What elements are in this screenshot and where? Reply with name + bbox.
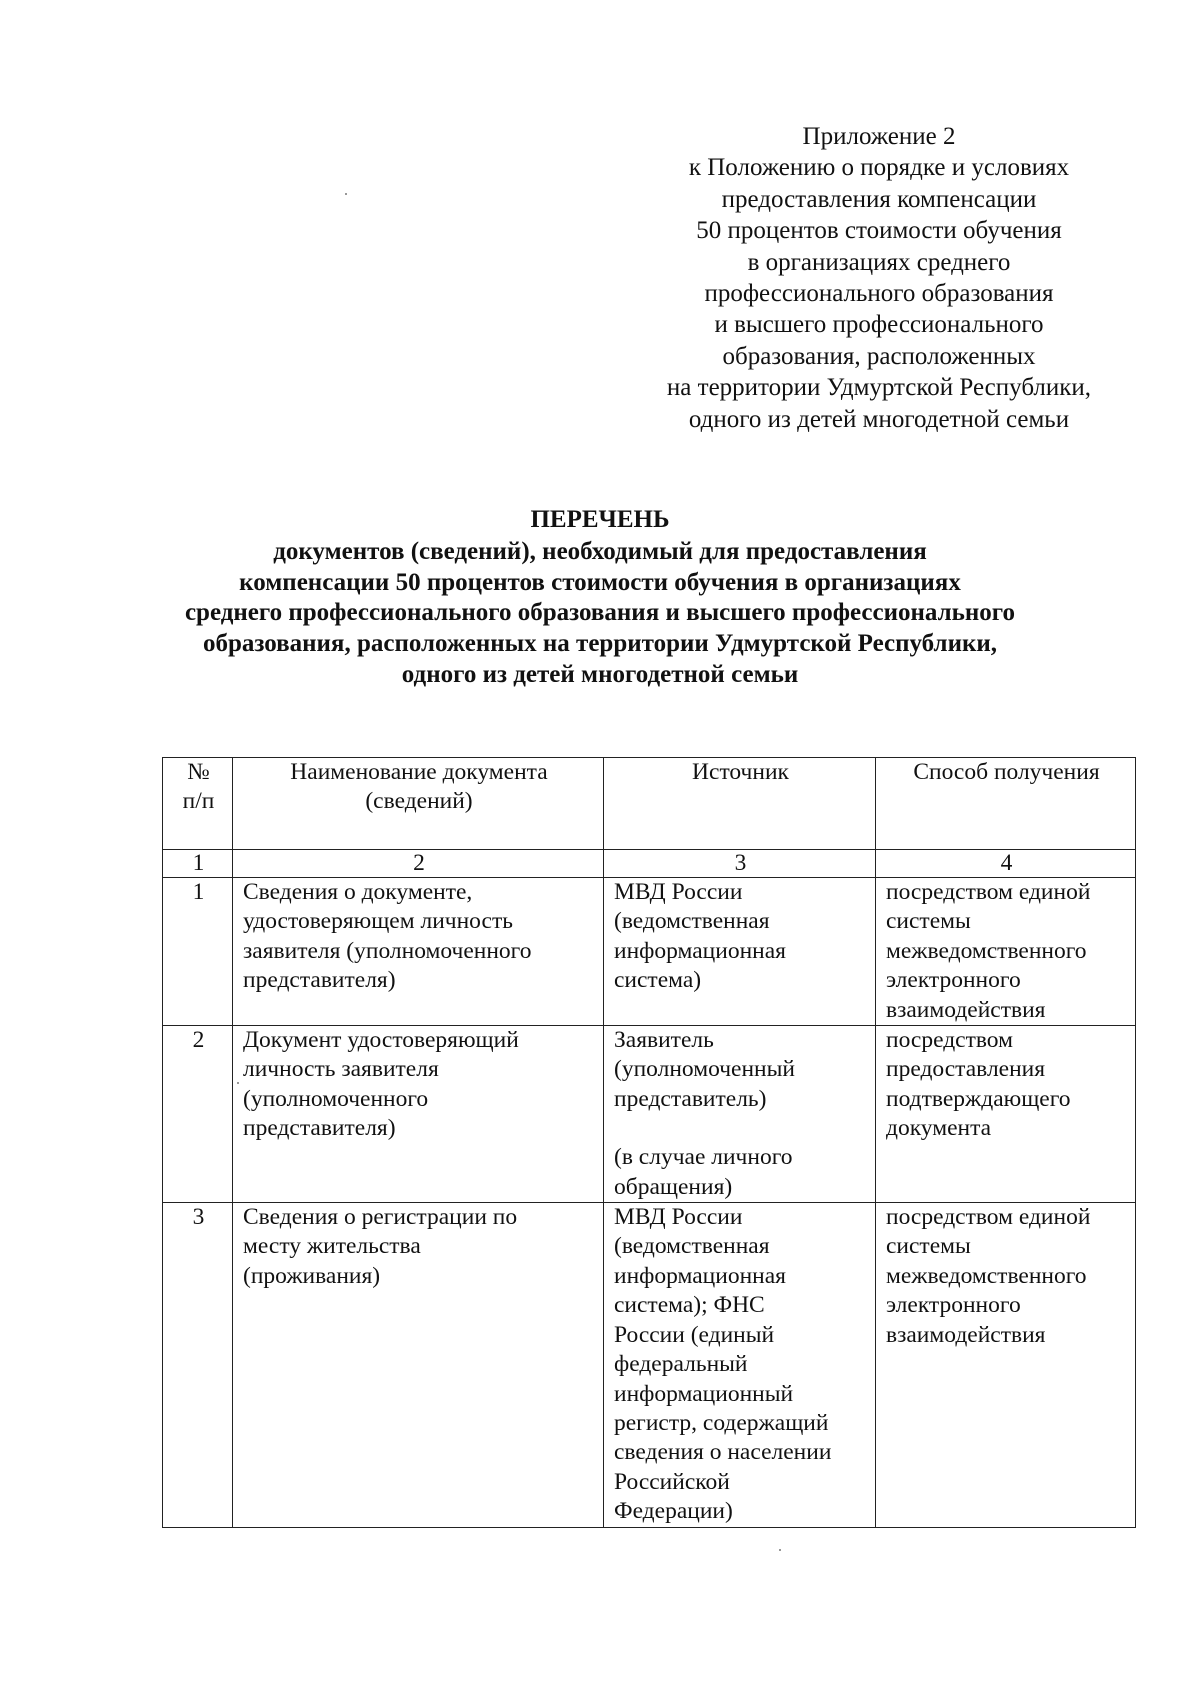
source-cell-line: регистр, содержащий: [614, 1409, 829, 1436]
title-line: компенсации 50 процентов стоимости обучения в организациях: [239, 568, 961, 596]
document-name-cell: [233, 1026, 604, 1203]
title-line: одного из детей многодетной семьи: [401, 660, 799, 688]
column-numbers-row: [163, 850, 1136, 878]
document-name-cell: [233, 1203, 604, 1527]
source-cell-note-line: обращения): [614, 1173, 733, 1200]
appendix-line: на территории Удмуртской Республики,: [666, 374, 1092, 402]
method-cell-line: посредством единой: [886, 879, 1091, 905]
source-cell-line: информационный: [614, 1380, 794, 1407]
source-cell: [604, 1026, 876, 1203]
header-number-line: п/п: [182, 788, 215, 815]
method-cell-line: взаимодействия: [886, 1321, 1046, 1348]
source-cell-line: России (единый: [614, 1321, 775, 1348]
method-cell-line: посредством единой: [886, 1204, 1091, 1231]
appendix-line: одного из детей многодетной семьи: [688, 405, 1070, 433]
source-cell-line: (ведомственная: [614, 1233, 770, 1260]
source-cell-line: система); ФНС: [614, 1292, 765, 1319]
table-header-row: [163, 758, 1136, 850]
source-cell-note-line: (в случае личного: [614, 1144, 793, 1171]
method-cell-line: электронного: [886, 1292, 1021, 1319]
appendix-line: в организациях среднего: [747, 248, 1011, 276]
scan-speck: [237, 1082, 239, 1084]
header-name-line: (сведений): [365, 788, 473, 815]
source-cell-line: Российской: [614, 1468, 730, 1495]
header-method: Способ получения: [876, 758, 1136, 850]
source-cell-line: Заявитель: [614, 1027, 714, 1054]
source-cell: [604, 878, 876, 1026]
method-cell-line: взаимодействия: [886, 996, 1046, 1023]
title-line: документов (сведений), необходимый для предоставления: [273, 537, 927, 565]
method-cell-line: системы: [886, 1233, 971, 1260]
table-body: [163, 878, 1136, 1528]
document-name-cell-line: Документ удостоверяющий: [243, 1027, 519, 1054]
row-number: 1: [163, 878, 233, 1026]
documents-table: [162, 757, 1136, 1528]
column-number: 2: [233, 850, 604, 878]
table-row: [163, 1203, 1136, 1527]
source-cell-line: МВД России: [614, 879, 743, 905]
method-cell-line: межведомственного: [886, 937, 1087, 964]
column-number: 4: [876, 850, 1136, 878]
method-cell-line: документа: [886, 1115, 992, 1142]
header-number-line: №: [187, 759, 210, 785]
document-name-cell-line: личность заявителя: [243, 1056, 439, 1083]
appendix-line: 50 процентов стоимости обучения: [696, 217, 1062, 245]
document-name-cell-line: месту жительства: [243, 1233, 421, 1260]
document-name-cell-line: Сведения о документе,: [243, 879, 473, 905]
method-cell-line: посредством: [886, 1027, 1013, 1054]
source-cell-line: МВД России: [614, 1204, 743, 1231]
method-cell-line: предоставления: [886, 1056, 1046, 1083]
document-name-cell-line: (уполномоченного: [243, 1085, 429, 1112]
appendix-line: к Положению о порядке и условиях: [688, 154, 1070, 182]
source-cell-line: представитель): [614, 1085, 767, 1112]
row-number: 3: [163, 1203, 233, 1527]
document-name-cell-line: (проживания): [243, 1262, 381, 1289]
scan-speck: [345, 193, 347, 195]
appendix-line: образования, расположенных: [722, 342, 1036, 370]
appendix-line: Приложение 2: [802, 123, 956, 150]
source-cell-line: (уполномоченный: [614, 1056, 795, 1083]
row-number: 2: [163, 1026, 233, 1203]
source-cell-line: (ведомственная: [614, 908, 770, 935]
source-cell: [604, 1203, 876, 1527]
source-cell-line: информационная: [614, 937, 786, 964]
method-cell: [876, 1026, 1136, 1203]
document-name-cell-line: заявителя (уполномоченного: [243, 937, 532, 964]
title-line: среднего профессионального образования и высшего профессионального: [184, 599, 1016, 627]
document-name-cell-line: представителя): [243, 967, 396, 994]
source-cell-line: информационная: [614, 1262, 786, 1289]
document-name-cell-line: удостоверяющем личность: [243, 908, 513, 935]
title-main: ПЕРЕЧЕНЬ: [530, 506, 670, 533]
table-row: [163, 1026, 1136, 1203]
source-cell-line: система): [614, 967, 702, 994]
method-cell-line: подтверждающего: [886, 1085, 1071, 1112]
method-cell-line: системы: [886, 908, 971, 935]
appendix-header: [640, 121, 1118, 435]
column-number: 3: [604, 850, 876, 878]
title-line: образования, расположенных на территории Удмуртской Республики,: [202, 630, 998, 658]
appendix-line: предоставления компенсации: [721, 185, 1037, 213]
line-gap: [614, 1114, 867, 1143]
document-name-cell: [233, 878, 604, 1026]
appendix-line: профессионального образования: [704, 280, 1054, 308]
header-source: Источник: [604, 758, 876, 850]
source-cell-line: сведения о населении: [614, 1439, 832, 1466]
appendix-line: и высшего профессионального: [714, 311, 1044, 339]
document-name-cell-line: представителя): [243, 1115, 396, 1142]
method-cell-line: электронного: [886, 967, 1021, 994]
source-cell-line: федеральный: [614, 1351, 748, 1378]
source-cell-line: Федерации): [614, 1498, 733, 1525]
header-name-line: Наименование документа: [290, 759, 548, 785]
method-cell: [876, 1203, 1136, 1527]
document-name-cell-line: Сведения о регистрации по: [243, 1204, 518, 1231]
document-title: [150, 505, 1050, 691]
header-document-name: [233, 758, 604, 850]
column-number: 1: [163, 850, 233, 878]
method-cell: [876, 878, 1136, 1026]
method-cell-line: межведомственного: [886, 1262, 1087, 1289]
header-number: [163, 758, 233, 850]
scan-speck: [779, 1549, 781, 1551]
table-row: [163, 878, 1136, 1026]
